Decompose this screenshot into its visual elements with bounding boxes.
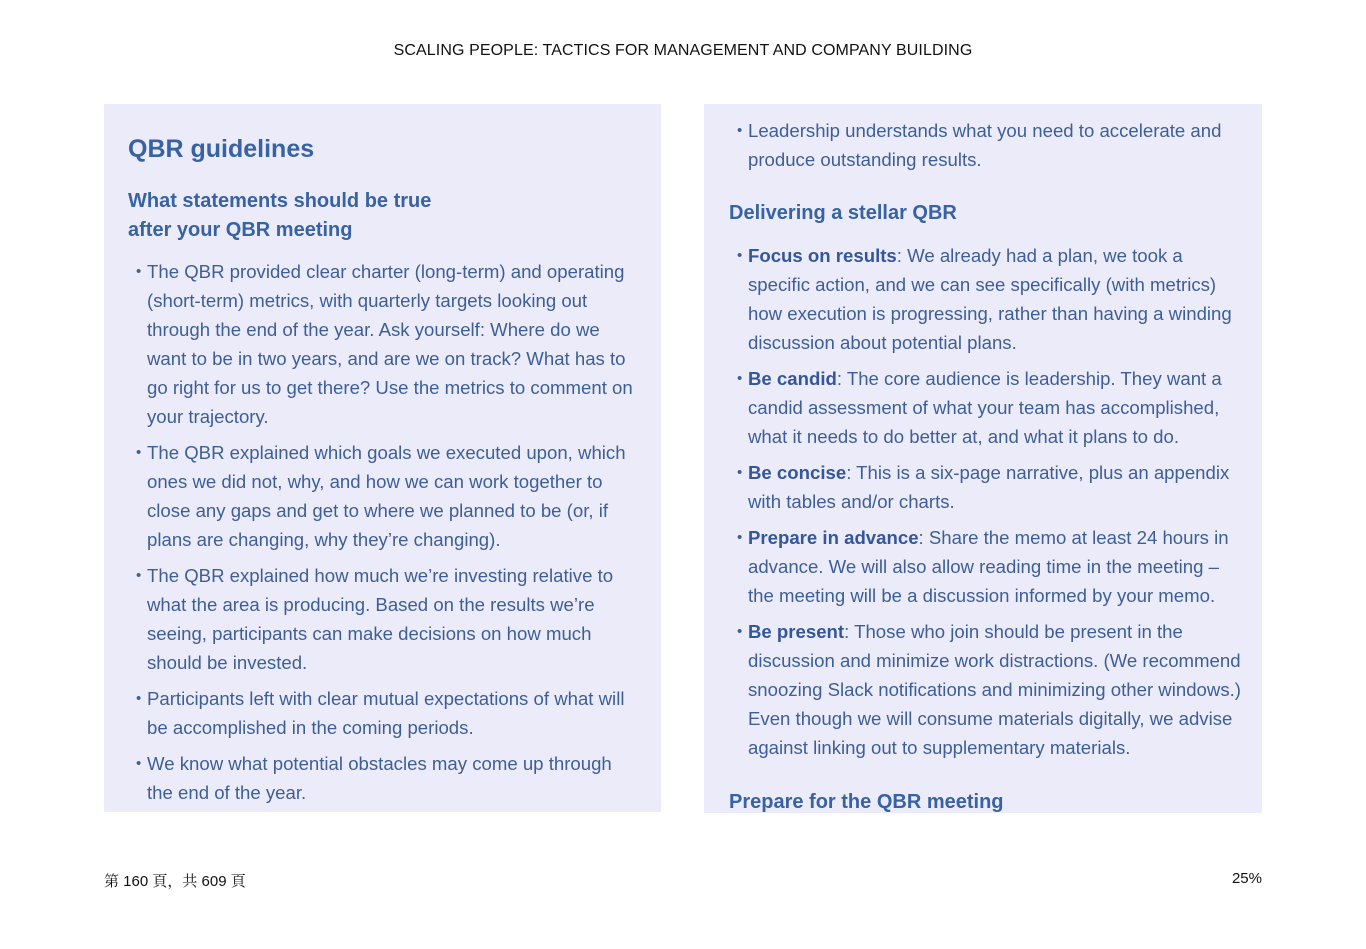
list-item-term: Be candid (748, 368, 837, 389)
list-item: • We know what potential obstacles may come up through the end of the year. (128, 749, 641, 807)
statements-list (128, 257, 641, 807)
list-item: • The QBR provided clear charter (long-term) and operating (short-term) metrics, with quarterly targets looking out through the end of the year. Ask yourself: Where do we want to be in two years, and are we on track? What has to go right for us to get there? Use the metrics to comment on your trajectory. (128, 257, 641, 431)
section-title-delivering: Delivering a stellar QBR (729, 202, 957, 224)
left-panel (104, 104, 661, 812)
subtitle-line-1: What statements should be true (128, 190, 432, 212)
list-item (729, 523, 1242, 610)
list-item: • Participants left with clear mutual expectations of what will be accomplished in the coming periods. (128, 684, 641, 742)
list-item: • Leadership understands what you need to accelerate and produce outstanding results. (729, 116, 1242, 174)
section-title-prepare: Prepare for the QBR meeting (729, 791, 1004, 813)
list-item-text: : This is a six-page narrative, plus an appendix with tables and/or charts. (748, 462, 1230, 512)
list-item-term: Prepare in advance (748, 527, 919, 548)
list-item: • The QBR explained which goals we executed upon, which ones we did not, why, and how we can work together to close any gaps and get to where we planned to be (or, if plans are changing, why they’re changing). (128, 438, 641, 554)
right-panel (704, 104, 1262, 813)
list-item (729, 364, 1242, 451)
panel-title: QBR guidelines (128, 135, 315, 163)
list-item-term: Be concise (748, 462, 847, 483)
list-item (729, 241, 1242, 357)
running-head: SCALING PEOPLE: TACTICS FOR MANAGEMENT AND COMPANY BUILDING (393, 42, 973, 59)
page-info: 第 160 頁，共 609 頁 (104, 873, 246, 890)
list-item (729, 617, 1242, 762)
list-item-text: : We already had a plan, we took a specific action, and we can see specifically (with metrics) how execution is progressing, rather than having a winding discussion about potential plans. (748, 245, 1232, 353)
subtitle-line-2: after your QBR meeting (128, 219, 353, 241)
list-item-term: Be present (748, 621, 845, 642)
list-item (729, 458, 1242, 516)
list-item-text: : Those who join should be present in the discussion and minimize work distractions. (We recommend snoozing Slack notifications and minimizing other windows.) Even though we will consume materials digitally, we advise against linking out to supplementary materials. (748, 621, 1241, 758)
list-item-term: Focus on results (748, 245, 897, 266)
panel-subtitle (128, 187, 641, 245)
list-item-text: : Share the memo at least 24 hours in advance. We will also allow reading time in the meeting – the meeting will be a discussion informed by your memo. (748, 527, 1229, 606)
delivering-list (729, 241, 1242, 762)
list-item-text: : The core audience is leadership. They want a candid assessment of what your team has accomplished, what it needs to do better at, and what it plans to do. (748, 368, 1222, 447)
reading-progress: 25% (1231, 870, 1262, 887)
lead-list (729, 116, 1242, 174)
list-item: • The QBR explained how much we’re investing relative to what the area is producing. Based on the results we’re seeing, participants can make decisions on how much should be invested. (128, 561, 641, 677)
